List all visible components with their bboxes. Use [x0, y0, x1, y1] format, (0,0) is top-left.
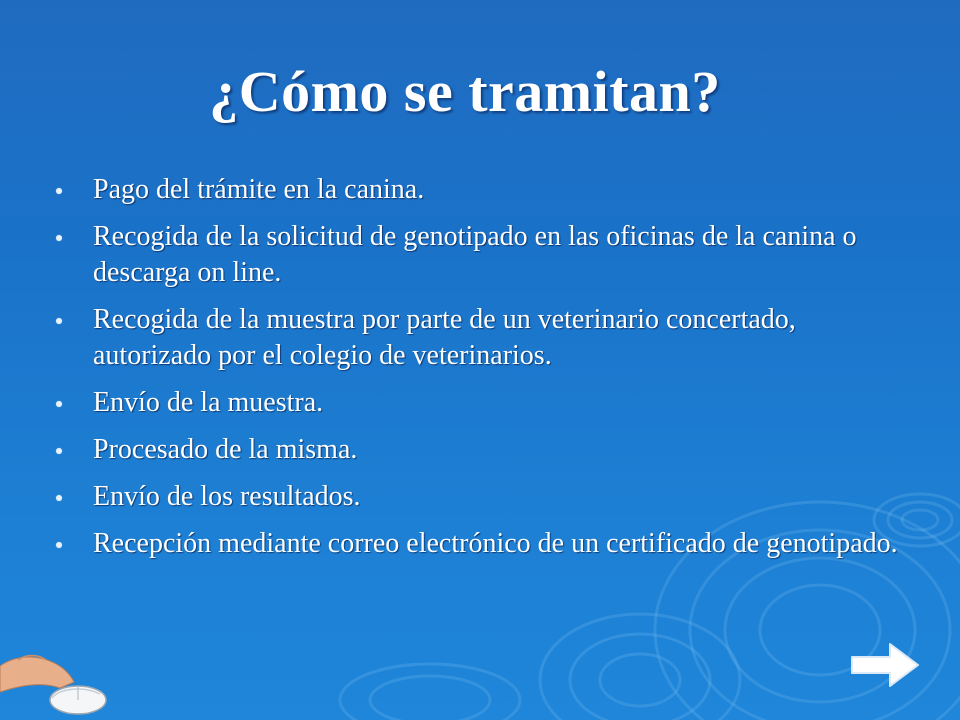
slide-title: ¿Cómo se tramitan? — [209, 59, 721, 124]
list-item — [56, 526, 906, 562]
bullet-text: Procesado de la misma. — [93, 434, 358, 465]
list-item — [56, 432, 906, 468]
bullet-icon — [56, 542, 62, 548]
bullet-icon — [56, 495, 62, 501]
bullet-text: Recogida de la solicitud de genotipado en las oficinas de la canina o descarga on line. — [93, 221, 857, 288]
bullet-text: Envío de los resultados. — [93, 481, 361, 512]
hand-mouse-icon — [0, 648, 110, 720]
bullet-text: Envío de la muestra. — [93, 387, 324, 418]
bullet-icon — [56, 448, 62, 454]
bullet-icon — [56, 401, 62, 407]
bullet-icon — [56, 318, 62, 324]
bullet-icon — [56, 188, 62, 194]
list-item — [56, 172, 906, 208]
bullet-text: Pago del trámite en la canina. — [93, 174, 425, 205]
list-item — [56, 385, 906, 421]
list-item — [56, 479, 906, 515]
bullet-list — [56, 172, 906, 573]
bullet-text: Recogida de la muestra por parte de un veterinario concertado, autorizado por el colegio de veterinarios. — [93, 304, 796, 371]
bullet-icon — [56, 235, 62, 241]
arrow-right-icon[interactable] — [848, 640, 922, 690]
bullet-text: Recepción mediante correo electrónico de un certificado de genotipado. — [93, 528, 898, 559]
list-item — [56, 302, 906, 374]
list-item — [56, 219, 906, 291]
